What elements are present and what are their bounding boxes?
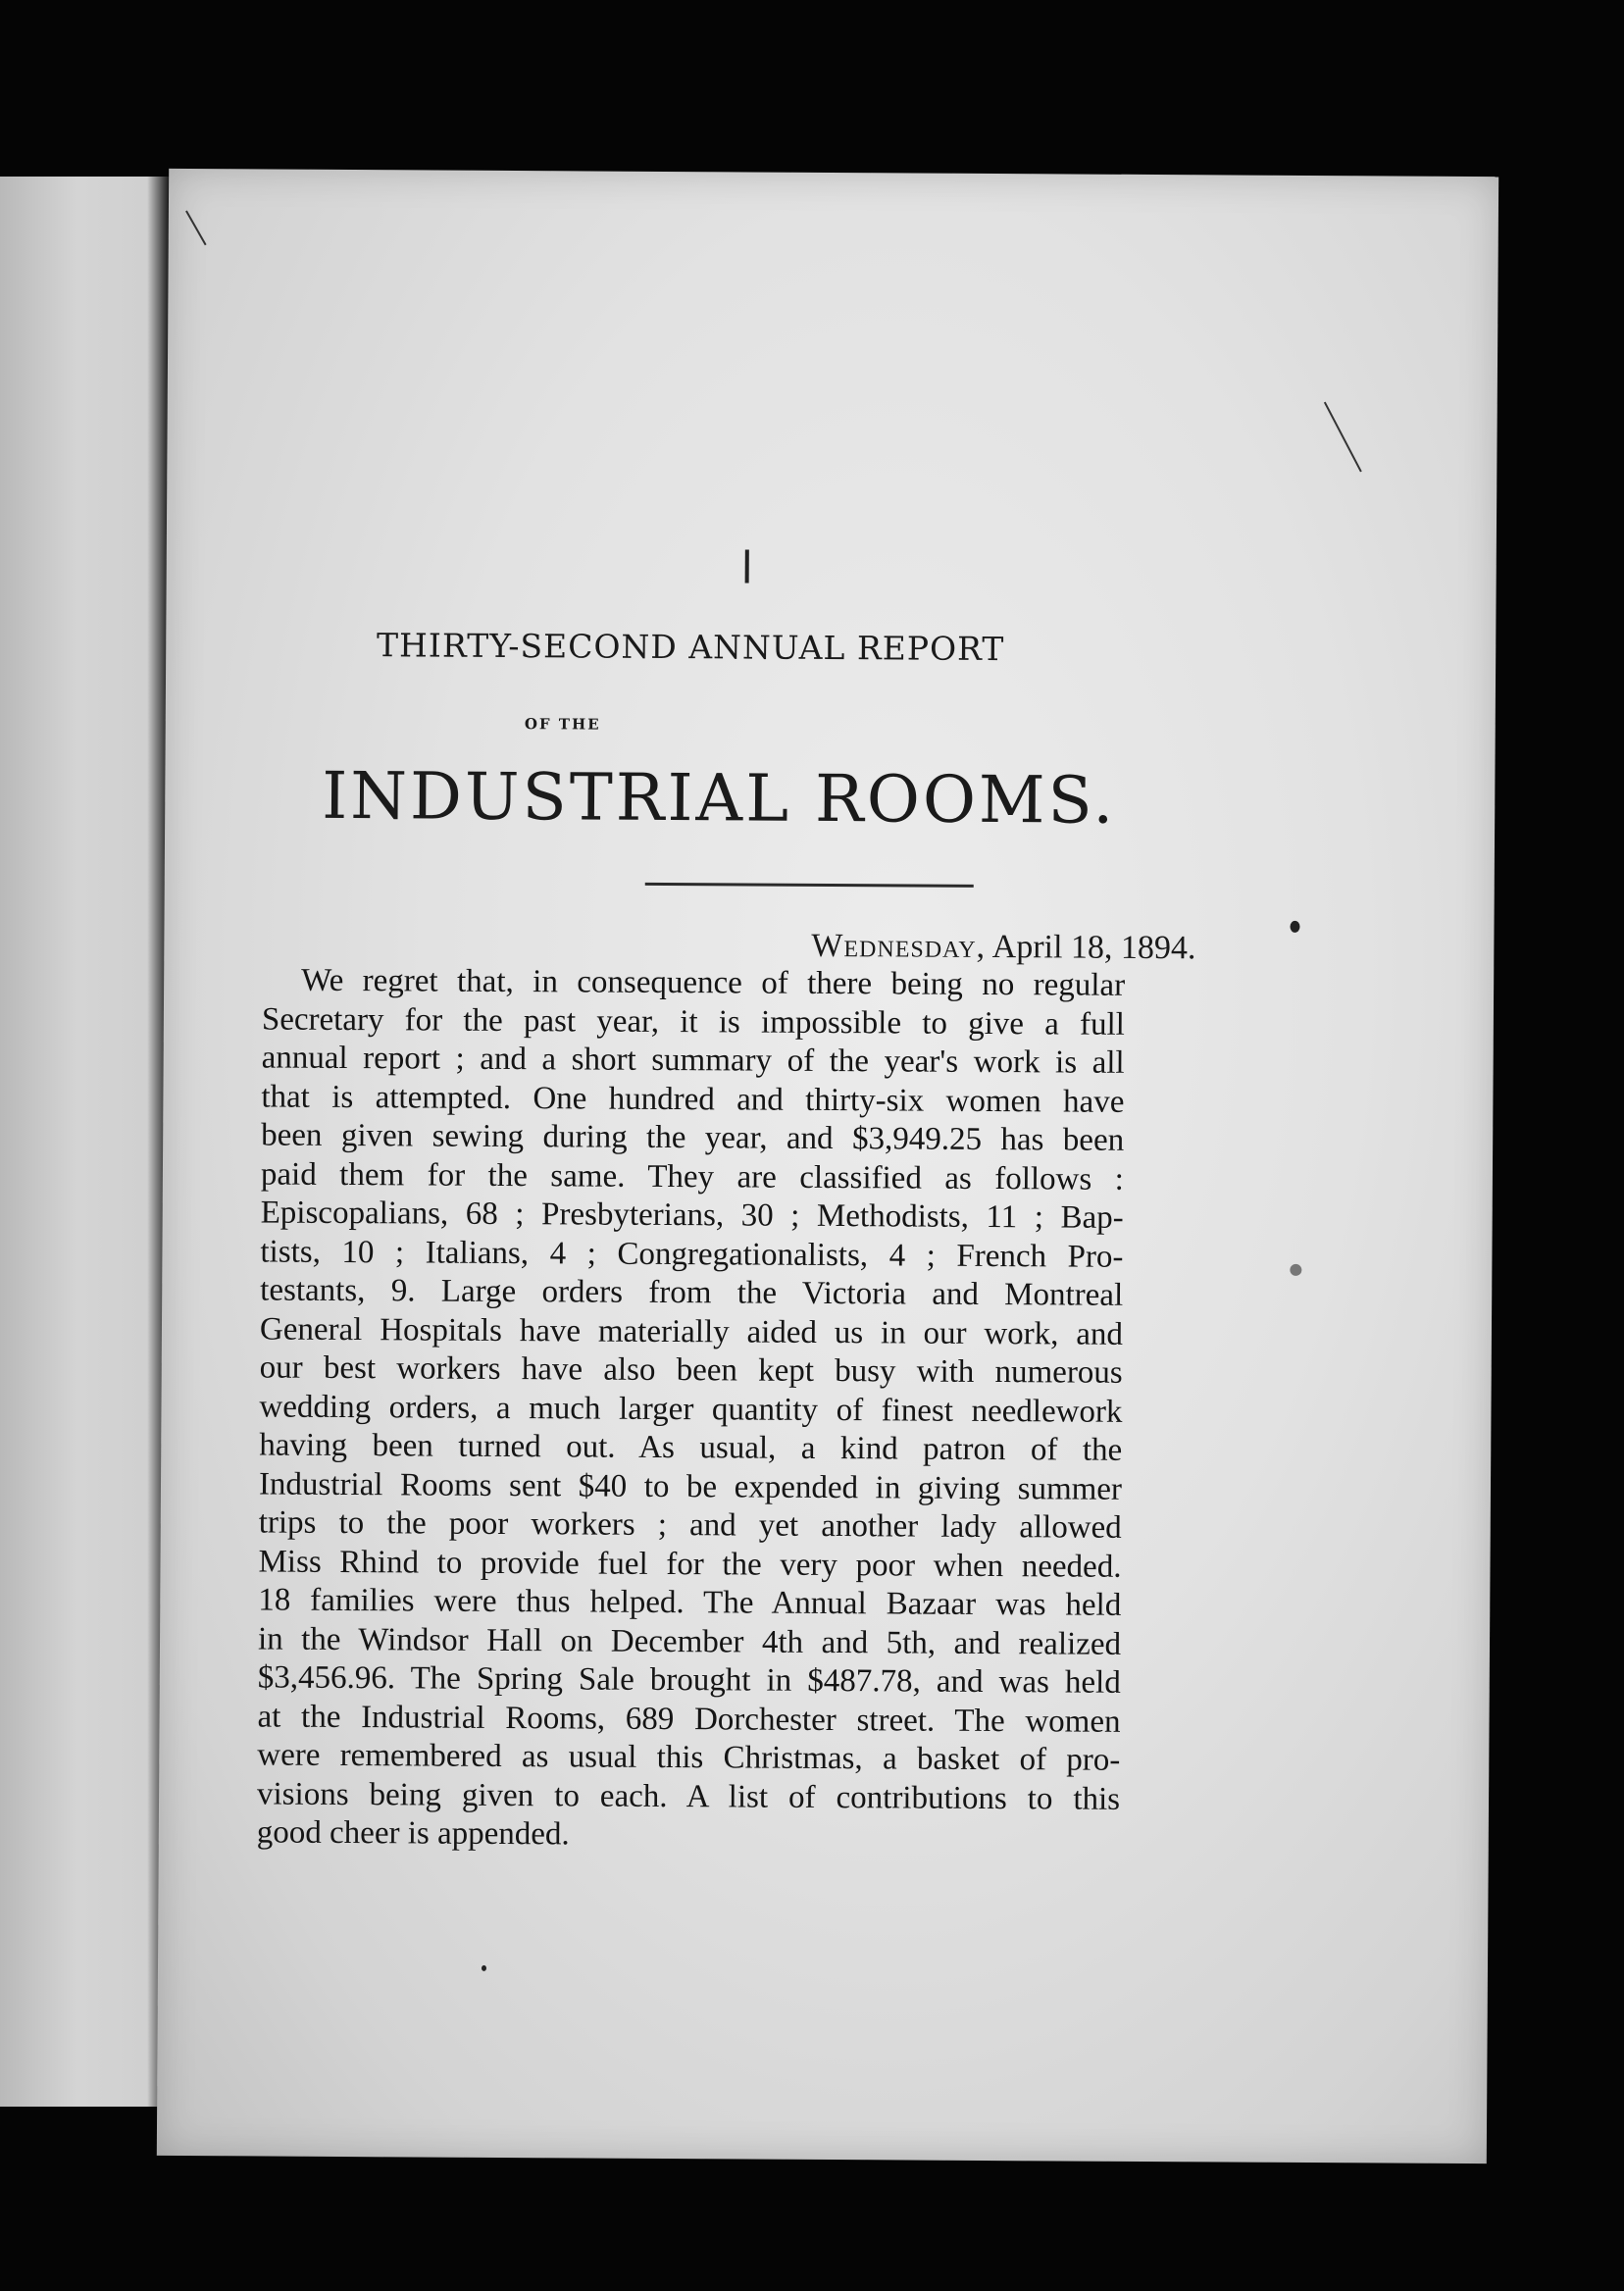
body-line: Miss Rhind to provide fuel for the very poor when needed. [258, 1543, 1122, 1585]
main-title: INDUSTRIAL ROOMS. [321, 757, 1117, 839]
of-the-label: OF THE [524, 715, 601, 734]
body-line: Secretary for the past year, it is impossible to give a full [261, 1000, 1125, 1043]
body-line: testants, 9. Large orders from the Victoria and Montreal [260, 1272, 1124, 1313]
body-line: having been turned out. As usual, a kind patron of the [259, 1427, 1123, 1468]
document-page [157, 169, 1498, 2164]
body-line: that is attempted. One hundred and thirty-six women have [261, 1078, 1125, 1120]
date-rest: April 18, 1894. [991, 929, 1196, 967]
body-line: wedding orders, a much larger quantity of finest needlework [259, 1388, 1123, 1430]
body-line: our best workers have also been kept busy with numerous [259, 1349, 1123, 1391]
report-body [257, 961, 1126, 1858]
scan-speck [482, 1965, 486, 1971]
date-day: Wednesday, [811, 927, 987, 965]
body-line: We regret that, in consequence of there being no regular [301, 962, 1126, 1003]
body-line: were remembered as usual this Christmas, a basket of pro- [257, 1737, 1121, 1778]
page-mark [745, 549, 749, 583]
report-date [811, 928, 1399, 969]
body-line: been given sewing during the year, and $3,949.25 has been [261, 1117, 1125, 1158]
body-line: good cheer is appended. [256, 1814, 570, 1853]
body-line: tists, 10 ; Italians, 4 ; Congregationalists, 4 ; French Pro- [260, 1233, 1124, 1275]
body-line: General Hospitals have materially aided us in our work, and [259, 1310, 1124, 1352]
title-divider [645, 883, 974, 888]
body-line: 18 families were thus helped. The Annual Bazaar was held [258, 1582, 1122, 1623]
scan-speck [1290, 1264, 1301, 1276]
body-line: trips to the poor workers ; and yet another lady allowed [258, 1504, 1122, 1546]
body-line: at the Industrial Rooms, 689 Dorchester street. The women [257, 1698, 1121, 1740]
report-title: THIRTY-SECOND ANNUAL REPORT [376, 626, 1005, 669]
body-line: paid them for the same. They are classified as follows : [260, 1155, 1125, 1197]
body-line: $3,456.96. The Spring Sale brought in $487.78, and was held [257, 1659, 1121, 1701]
scan-scratch [1324, 402, 1362, 473]
body-line: in the Windsor Hall on December 4th and 5th, and realized [257, 1620, 1122, 1662]
body-line: annual report ; and a short summary of the year's work is all [261, 1040, 1125, 1081]
body-line: visions being given to each. A list of contributions to this [256, 1775, 1121, 1817]
body-line: Industrial Rooms sent $40 to be expended in giving summer [258, 1465, 1123, 1507]
body-line: Episcopalians, 68 ; Presbyterians, 30 ; Methodists, 11 ; Bap- [260, 1195, 1124, 1236]
scan-speck [1290, 921, 1299, 933]
scan-scratch [185, 210, 207, 245]
